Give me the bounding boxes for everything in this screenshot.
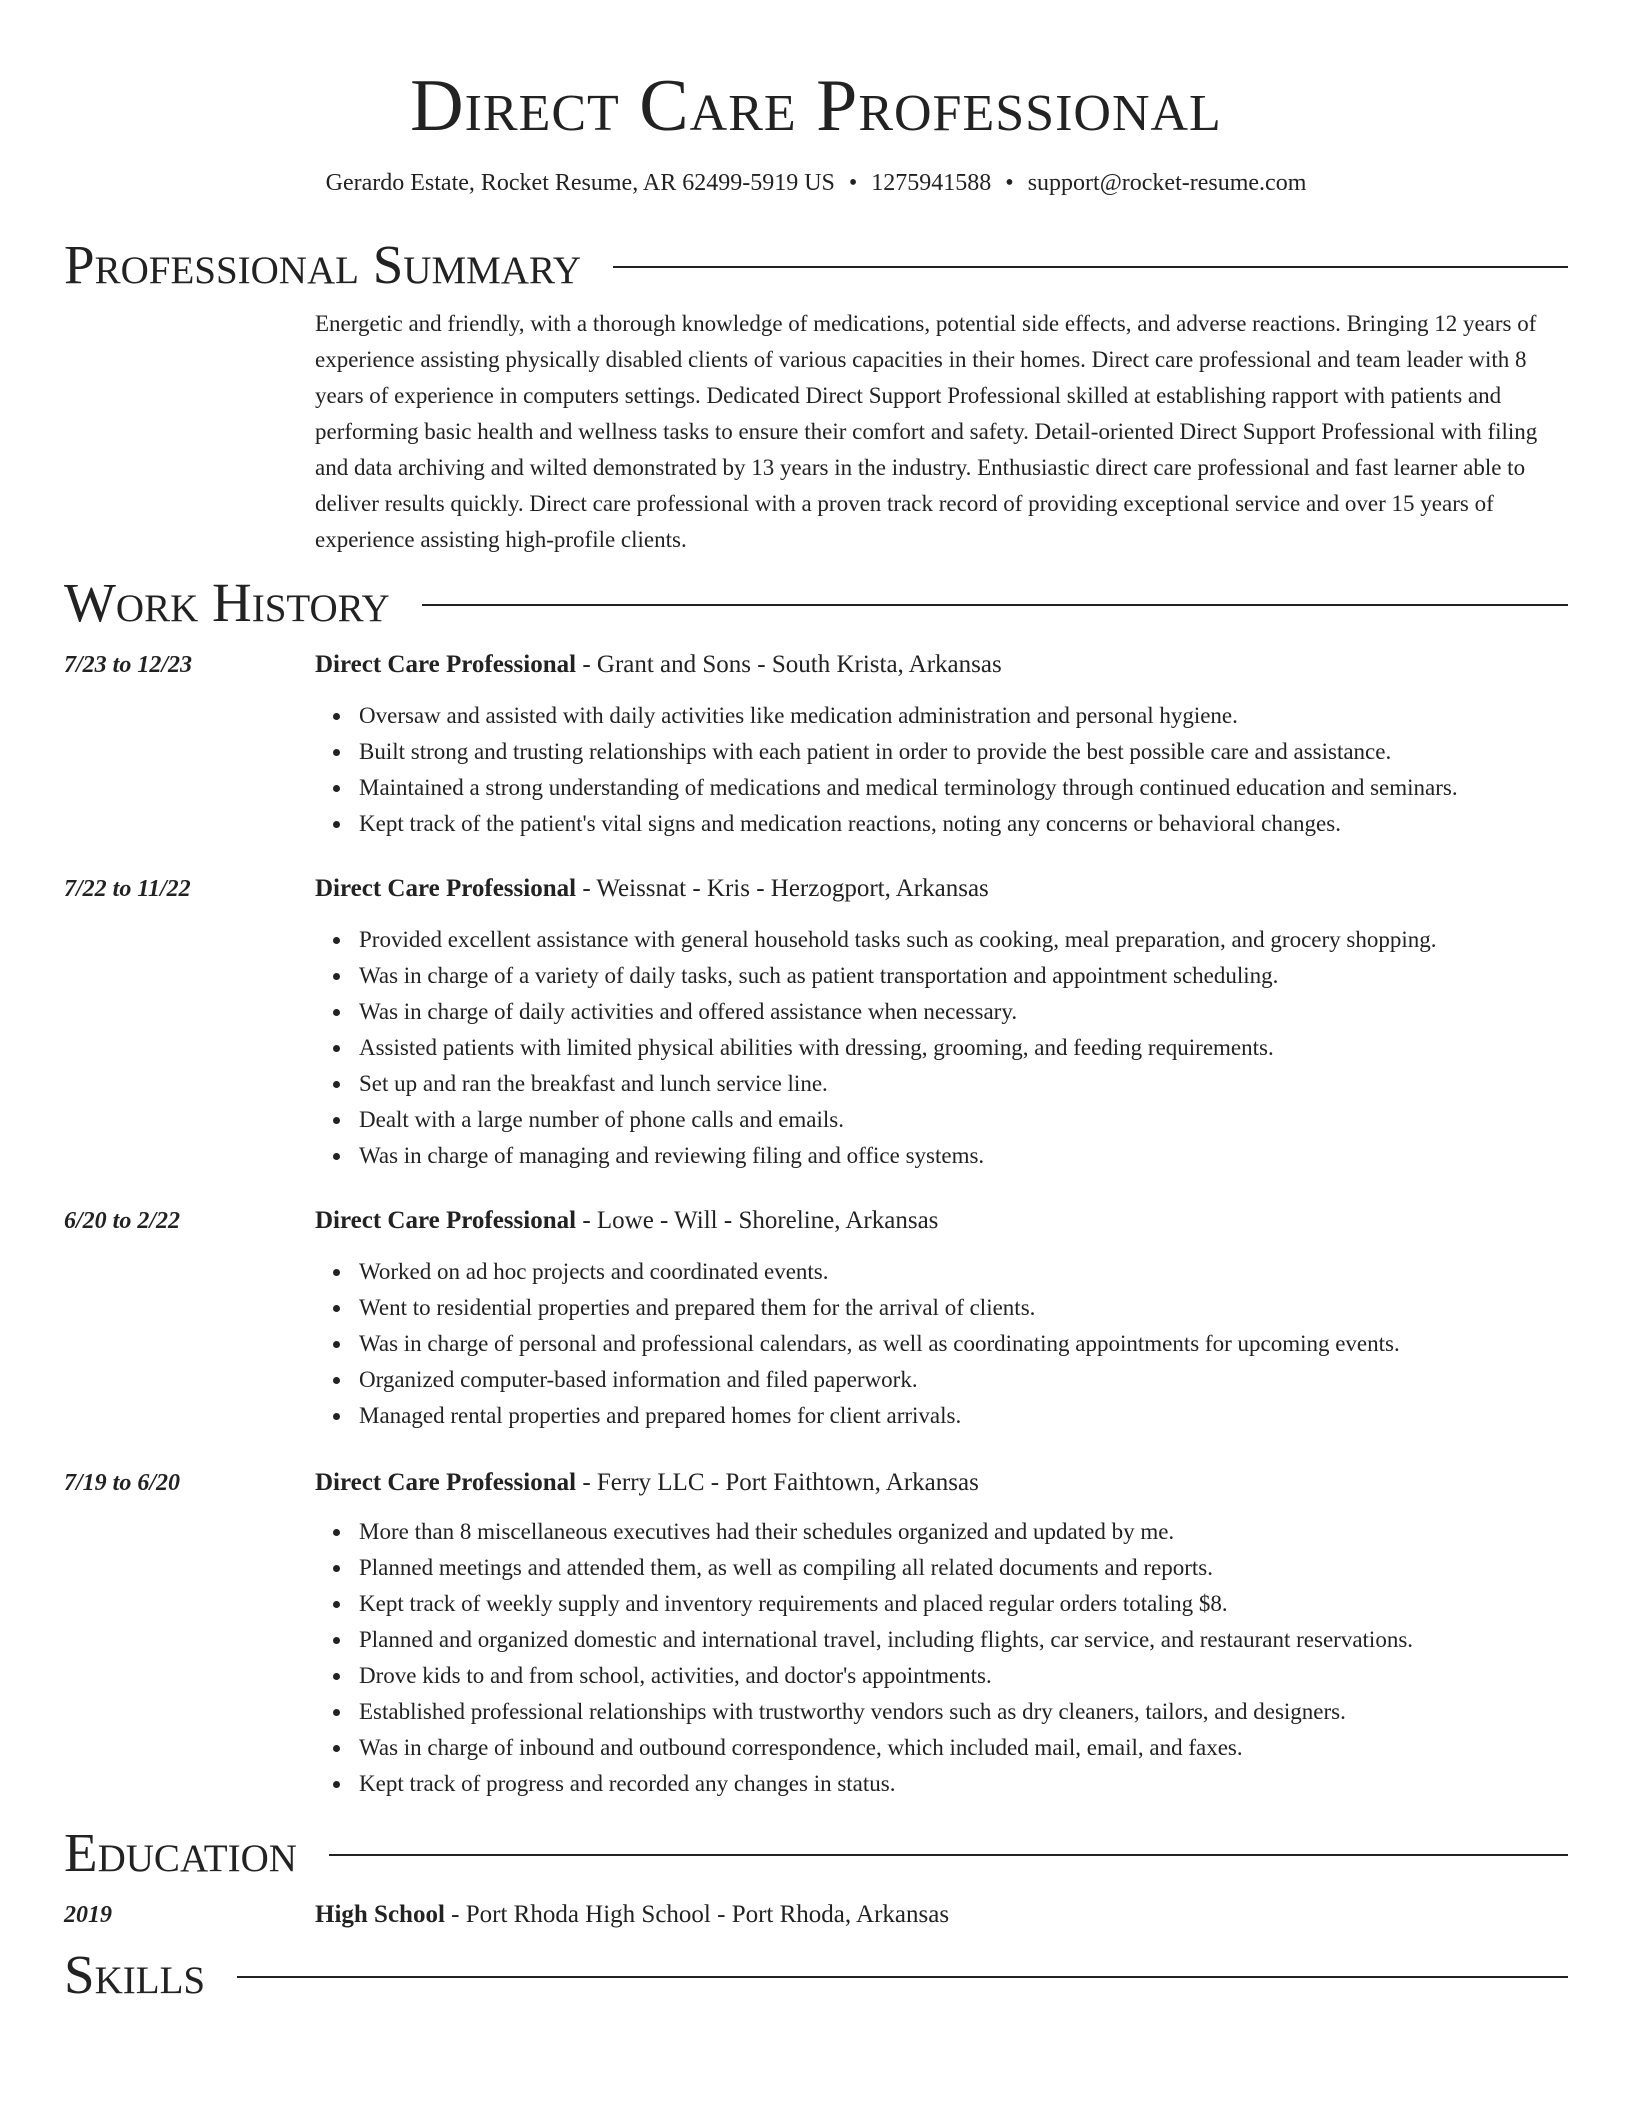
job-bullet: Kept track of the patient's vital signs and medication reactions, noting any concerns or behavioral changes.: [359, 806, 1568, 842]
education-school: - Port Rhoda High School - Port Rhoda, Arkansas: [444, 1901, 950, 1928]
job-entry: [64, 1466, 1568, 1802]
contact-address: Gerardo Estate, Rocket Resume, AR 62499-5919 US: [325, 170, 835, 196]
job-title: Direct Care Professional: [315, 875, 577, 902]
education-year: 2019: [64, 1902, 112, 1928]
job-bullet: Set up and ran the breakfast and lunch service line.: [359, 1066, 1568, 1102]
job-bullet: Drove kids to and from school, activities, and doctor's appointments.: [359, 1658, 1568, 1694]
contact-line: [64, 168, 1568, 198]
section-divider: [613, 266, 1568, 268]
job-bullet: Oversaw and assisted with daily activities like medication administration and personal hygiene.: [359, 698, 1568, 734]
job-title: Direct Care Professional: [315, 651, 577, 678]
job-bullet: Was in charge of personal and professional calendars, as well as coordinating appointments for upcoming events.: [359, 1326, 1568, 1362]
job-entry: [64, 648, 1568, 842]
job-employer: - Lowe - Will - Shoreline, Arkansas: [576, 1207, 939, 1234]
job-bullet: Was in charge of managing and reviewing filing and office systems.: [359, 1138, 1568, 1174]
skills-heading: Skills: [64, 1944, 206, 2005]
job-bullet: More than 8 miscellaneous executives had their schedules organized and updated by me.: [359, 1514, 1568, 1550]
education-entry: [64, 1898, 1568, 1932]
job-role-line: [315, 648, 1002, 682]
job-bullet: Established professional relationships with trustworthy vendors such as dry cleaners, tailors, and designers.: [359, 1694, 1568, 1730]
job-bullet: Assisted patients with limited physical abilities with dressing, grooming, and feeding requirements.: [359, 1030, 1568, 1066]
resume-page: [64, 0, 1568, 2006]
summary-heading: Professional Summary: [64, 234, 582, 295]
job-bullet: Maintained a strong understanding of medications and medical terminology through continued education and seminars.: [359, 770, 1568, 806]
work-history-heading: Work History: [64, 572, 390, 633]
section-divider: [329, 1854, 1568, 1856]
job-employer: - Grant and Sons - South Krista, Arkansas: [576, 651, 1002, 678]
job-role-line: [315, 1466, 979, 1500]
job-employer: - Ferry LLC - Port Faithtown, Arkansas: [576, 1469, 979, 1496]
job-bullets: [64, 1254, 1568, 1434]
resume-title: Direct Care Professional: [410, 65, 1222, 147]
work-history-section-header: [64, 572, 1568, 634]
job-bullet: Planned meetings and attended them, as well as compiling all related documents and reports.: [359, 1550, 1568, 1586]
job-bullet: Built strong and trusting relationships with each patient in order to provide the best possible care and assistance.: [359, 734, 1568, 770]
job-role-line: [315, 872, 989, 906]
job-bullet: Organized computer-based information and filed paperwork.: [359, 1362, 1568, 1398]
job-bullet: Was in charge of a variety of daily tasks, such as patient transportation and appointment scheduling.: [359, 958, 1568, 994]
education-degree: High School: [315, 1901, 445, 1928]
job-bullet: Was in charge of inbound and outbound correspondence, which included mail, email, and faxes.: [359, 1730, 1568, 1766]
job-dates: 7/22 to 11/22: [64, 876, 191, 902]
job-dates: 6/20 to 2/22: [64, 1208, 181, 1234]
job-bullet: Worked on ad hoc projects and coordinated events.: [359, 1254, 1568, 1290]
job-title: Direct Care Professional: [315, 1207, 577, 1234]
job-bullet: Went to residential properties and prepared them for the arrival of clients.: [359, 1290, 1568, 1326]
summary-text: Energetic and friendly, with a thorough knowledge of medications, potential side effects, and adverse reactions. Bringing 12 years of experience assisting physically disabled clients of various capacities in their homes. Direct care professional and team leader with 8 years of experience in computers settings. Dedicated Direct Support Professional skilled at establishing rapport with patients and performing basic health and wellness tasks to ensure their comfort and safety. Detail-oriented Direct Support Professional with filing and data archiving and wilted demonstrated by 13 years in the industry. Enthusiastic direct care professional and fast learner able to deliver results quickly. Direct care professional with a proven track record of providing exceptional service and over 15 years of experience assisting high-profile clients.: [315, 311, 1538, 552]
job-bullet: Planned and organized domestic and international travel, including flights, car service, and restaurant reservations.: [359, 1622, 1568, 1658]
job-dates: 7/23 to 12/23: [64, 652, 193, 678]
job-role-line: [315, 1204, 938, 1238]
education-heading: Education: [64, 1822, 297, 1883]
job-entry: [64, 1204, 1568, 1434]
job-bullet: Dealt with a large number of phone calls and emails.: [359, 1102, 1568, 1138]
contact-separator: •: [1005, 170, 1014, 196]
job-bullet: Kept track of progress and recorded any changes in status.: [359, 1766, 1568, 1802]
job-title: Direct Care Professional: [315, 1469, 577, 1496]
job-entry: [64, 872, 1568, 1174]
contact-phone: 1275941588: [871, 170, 992, 196]
job-bullet: Was in charge of daily activities and offered assistance when necessary.: [359, 994, 1568, 1030]
education-line: [315, 1898, 949, 1932]
section-divider: [237, 1976, 1568, 1978]
job-bullets: [64, 1514, 1568, 1802]
job-bullets: [64, 698, 1568, 842]
job-bullet: Provided excellent assistance with general household tasks such as cooking, meal preparation, and grocery shopping.: [359, 922, 1568, 958]
job-bullet: Managed rental properties and prepared homes for client arrivals.: [359, 1398, 1568, 1434]
contact-email[interactable]: support@rocket-resume.com: [1027, 170, 1307, 196]
summary-section-header: [64, 234, 1568, 296]
job-bullet: Kept track of weekly supply and inventory requirements and placed regular orders totaling $8.: [359, 1586, 1568, 1622]
skills-section-header: [64, 1944, 1568, 2006]
education-section-header: [64, 1822, 1568, 1884]
contact-separator: •: [848, 170, 858, 196]
job-dates: 7/19 to 6/20: [64, 1470, 181, 1496]
section-divider: [422, 604, 1568, 606]
job-employer: - Weissnat - Kris - Herzogport, Arkansas: [576, 875, 989, 902]
job-bullets: [64, 922, 1568, 1174]
